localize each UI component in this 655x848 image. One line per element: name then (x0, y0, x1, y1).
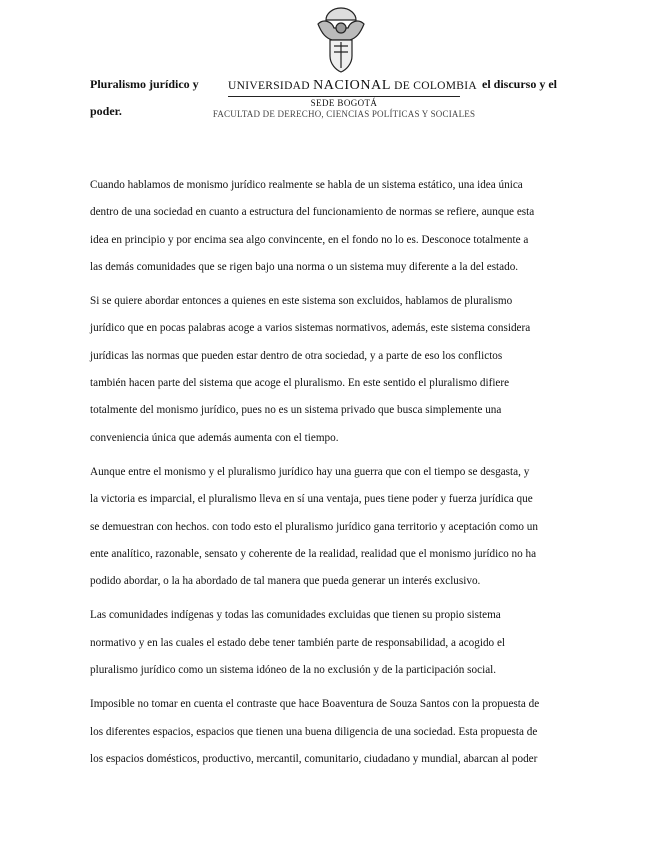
text-line: Si se quiere abordar entonces a quienes en este sistema son excluidos, hablamos de pluralismo (90, 295, 513, 308)
text-line: podido abordar, o la ha abordado de tal manera que pueda generar un interés exclusivo. (90, 575, 481, 588)
text-line: las demás comunidades que se rigen bajo una norma o un sistema muy diferente a la del estado. (90, 260, 519, 273)
text-line: se demuestran con hechos. con todo esto el pluralismo jurídico gana territorio y aceptación como un (90, 520, 538, 533)
sede-label: SEDE BOGOTÁ (310, 98, 378, 108)
paragraph (90, 172, 568, 281)
document-body (90, 172, 568, 780)
title-part-3: poder. (90, 104, 122, 118)
paragraph (90, 602, 568, 684)
text-line: Aunque entre el monismo y el pluralismo jurídico hay una guerra que con el tiempo se desgasta, y (90, 465, 530, 478)
facultad-label: FACULTAD DE DERECHO, CIENCIAS POLÍTICAS Y SOCIALES (212, 109, 476, 119)
text-line: la victoria es imparcial, el pluralismo lleva en sí una ventaja, pues tiene poder y fuerza jurídica que (90, 493, 533, 506)
text-line: Imposible no tomar en cuenta el contraste que hace Boaventura de Souza Santos con la propuesta de (90, 698, 540, 711)
text-line: ente analítico, razonable, sensato y coherente de la realidad, realidad que el monismo jurídico no ha (90, 547, 537, 560)
text-line: totalmente del monismo jurídico, pues no es un sistema privado que busca simplemente una (90, 404, 502, 417)
university-name (228, 78, 477, 94)
text-line: idea en principio y por encima sea algo convincente, en el fondo no lo es. Desconoce totalmente a (90, 233, 529, 246)
text-line: normativo y en las cuales el estado debe tener también parte de responsabilidad, a acogido el (90, 636, 506, 649)
text-line: también hacen parte del sistema que acoge el pluralismo. En este sentido el pluralismo difiere (90, 377, 510, 390)
header-divider (228, 96, 460, 97)
text-line: los diferentes espacios, espacios que tienen una buena diligencia de una sociedad. Esta propuesta de (90, 725, 538, 738)
paragraph (90, 288, 568, 452)
university-prefix: UNIVERSIDAD (228, 80, 314, 92)
text-line: los espacios domésticos, productivo, mercantil, comunitario, ciudadano y mundial, abarcan al poder (90, 752, 538, 765)
text-line: Las comunidades indígenas y todas las comunidades excluidas que tienen su propio sistema (90, 609, 501, 622)
title-part-1: Pluralismo jurídico y (90, 77, 199, 91)
paragraph (90, 691, 568, 773)
title-part-2: el discurso y el (482, 77, 557, 91)
text-line: jurídicas las normas que pueden estar dentro de otra sociedad, y a parte de eso los conflictos (90, 349, 503, 362)
paragraph (90, 459, 568, 595)
text-line: dentro de una sociedad en cuanto a estructura del funcionamiento de normas se refiere, aunque esta (90, 206, 535, 219)
university-seal-icon (312, 4, 370, 74)
university-main: NACIONAL (313, 78, 391, 93)
text-line: jurídico que en pocas palabras acoge a varios sistemas normativos, además, este sistema considera (90, 322, 531, 335)
text-line: pluralismo jurídico como un sistema idóneo de la no exclusión y de la participación social. (90, 664, 497, 677)
text-line: Cuando hablamos de monismo jurídico realmente se habla de un sistema estático, una idea única (90, 179, 523, 191)
university-suffix: DE COLOMBIA (390, 80, 477, 92)
text-line: conveniencia única que además aumenta con el tiempo. (90, 431, 339, 444)
